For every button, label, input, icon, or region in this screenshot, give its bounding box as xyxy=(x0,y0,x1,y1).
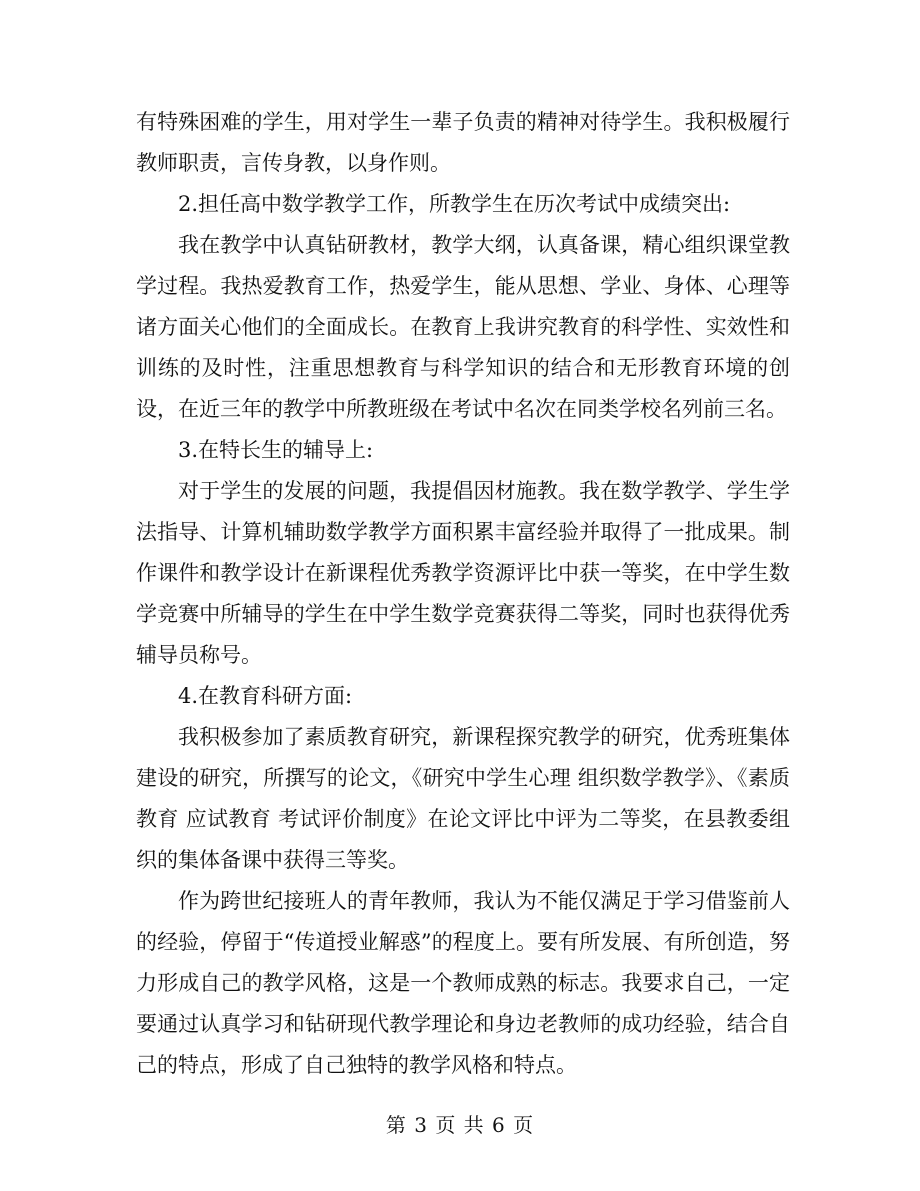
paragraph-4-heading: 3.在特长生的辅导上: xyxy=(178,438,374,462)
paragraph-8: 作为跨世纪接班人的青年教师，我认为不能仅满足于学习借鉴前人的经验，停留于“传道授业解惑”的程度上。要有所发展、有所创造，努力形成自己的教学风格，这是一个教师成熟的标志。我要求自己，一定要通过认真学习和钻研现代教学理论和身边老教师的成功经验，结合自己的特点，形成了自己独特的教学风格和特点。 xyxy=(136,889,790,1077)
page-number-footer: 第 3 页 共 6 页 xyxy=(385,1113,535,1137)
paragraph-1: 有特殊困难的学生，用对学生一辈子负责的精神对待学生。我积极履行教师职责，言传身教，以身作则。 xyxy=(136,110,790,175)
paragraph-7: 我积极参加了素质教育研究，新课程探究教学的研究，优秀班集体建设的研究，所撰写的论文，《研究中学生心理 组织数学教学》、《素质教育 应试教育 考试评价制度》在论文评比中评为二等奖，在县教委组织的集体备课中获得三等奖。 xyxy=(136,725,790,872)
paragraph-2-heading: 2.担任高中数学教学工作，所教学生在历次考试中成绩突出: xyxy=(178,192,731,216)
paragraph-6-heading: 4.在教育科研方面: xyxy=(178,684,353,708)
document-body xyxy=(136,102,790,1086)
paragraph-3: 我在教学中认真钻研教材，教学大纲，认真备课，精心组织课堂教学过程。我热爱教育工作，热爱学生，能从思想、学业、身体、心理等诸方面关心他们的全面成长。在教育上我讲究教育的科学性、实效性和训练的及时性，注重思想教育与科学知识的结合和无形教育环境的创设，在近三年的教学中所教班级在考试中名次在同类学校名列前三名。 xyxy=(136,233,790,421)
paragraph-5: 对于学生的发展的问题，我提倡因材施教。我在数学教学、学生学法指导、计算机辅助数学教学方面积累丰富经验并取得了一批成果。制作课件和教学设计在新课程优秀教学资源评比中获一等奖，在中学生数学竞赛中所辅导的学生在中学生数学竞赛获得二等奖，同时也获得优秀辅导员称号。 xyxy=(136,479,790,667)
